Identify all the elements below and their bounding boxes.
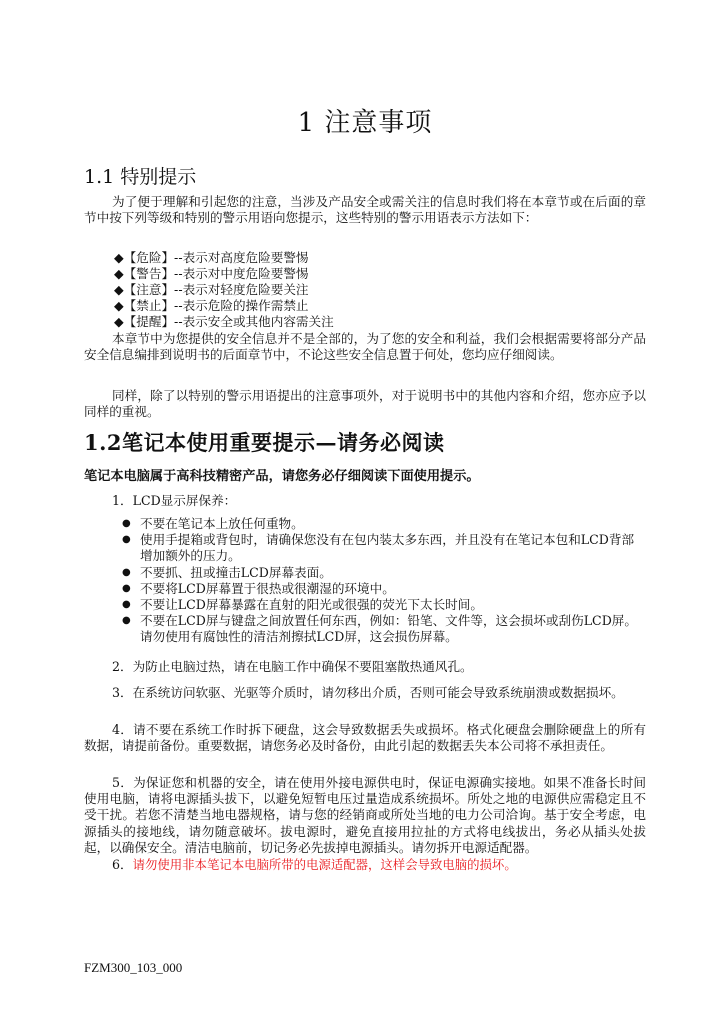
intro-paragraph: 为了便于理解和引起您的注意，当涉及产品安全或需关注的信息时我们将在本章节或在后面的章节中按下列等级和特别的警示用语向您提示，这些特别的警示用语表示方法如下：	[84, 194, 646, 226]
attention-paragraph: 同样，除了以特别的警示用语提出的注意事项外，对于说明书中的其他内容和介绍，您亦应予以同样的重视。	[84, 388, 646, 420]
level-caution: ◆【注意】--表示对轻度危险要关注	[114, 282, 309, 297]
item-4-harddisk: 4．请不要在系统工作时拆下硬盘，这会导致数据丢失或损坏。格式化硬盘会删除硬盘上的所有数据，请提前备份。重要数据，请您务必及时备份，由此引起的数据丢失本公司将不承担责任。	[84, 722, 646, 754]
lead-sentence: 笔记本电脑属于高科技精密产品，请您务必仔细阅读下面使用提示。	[84, 469, 480, 484]
document-code-footer: FZM300_103_000	[84, 960, 183, 975]
safety-info-paragraph: 本章节中为您提供的安全信息并不是全部的，为了您的安全和利益，我们会根据需要将部分产品安全信息编排到说明书的后面章节中，不论这些安全信息置于何处，您均应仔细阅读。	[84, 331, 646, 363]
list-item: ● 不要在笔记本上放任何重物。	[122, 516, 646, 532]
level-danger: ◆【危险】--表示对高度危险要警惕	[114, 250, 309, 265]
list-item: ● 不要抓、扭或撞击LCD屏幕表面。	[122, 565, 646, 581]
section-1-2-title: 1.2笔记本使用重要提示—请务必阅读	[84, 430, 445, 455]
level-prohibited: ◆【禁止】--表示危险的操作需禁止	[114, 298, 309, 313]
list-item: ● 使用手提箱或背包时，请确保您没有在包内装太多东西，并且没有在笔记本包和LCD背部增加额外的压力。	[122, 532, 646, 564]
item-5-power: 5．为保证您和机器的安全，请在使用外接电源供电时，保证电源确实接地。如果不准备长时间使用电脑，请将电源插头拔下，以避免短暂电压过量造成系统损坏。所处之地的电源供应需稳定且不受干扰。若您不清楚当地电器规格，请与您的经销商或所处当地的电力公司洽询。基于安全考虑，电源插头的接地线，请勿随意破坏。拔电源时，避免直接用拉扯的方式将电线拔出，务必从插头处拔起，以确保安全。清洁电脑前，切记务必先拔掉电源插头。请勿拆开电源适配器。	[84, 775, 646, 855]
level-warning: ◆【警告】--表示对中度危险要警惕	[114, 266, 309, 281]
list-item: ● 不要将LCD屏幕置于很热或很潮湿的环境中。	[122, 581, 646, 597]
item-6-adapter	[84, 857, 646, 873]
item-6-number: 6．	[112, 857, 133, 872]
item-3-media: 3．在系统访问软驱、光驱等介质时，请勿移出介质，否则可能会导致系统崩溃或数据损坏。	[112, 685, 624, 700]
item-1-lcd-care: 1．LCD显示屏保养：	[112, 493, 237, 508]
chapter-title: 1 注意事项	[297, 108, 433, 138]
level-reminder: ◆【提醒】--表示安全或其他内容需关注	[114, 314, 334, 329]
item-2-overheat: 2．为防止电脑过热，请在电脑工作中确保不要阻塞散热通风孔。	[112, 659, 473, 674]
section-1-1-title: 1.1 特别提示	[84, 166, 197, 188]
lcd-tips-list	[122, 516, 646, 646]
adapter-warning-text: 请勿使用非本笔记本电脑所带的电源适配器，这样会导致电脑的损坏。	[132, 857, 517, 872]
list-item: ● 不要让LCD屏幕暴露在直射的阳光或很强的荧光下太长时间。	[122, 597, 646, 613]
list-item: ● 不要在LCD屏与键盘之间放置任何东西，例如：铅笔、文件等，这会损坏或刮伤LCD屏。请勿使用有腐蚀性的清洁剂擦拭LCD屏，这会损伤屏幕。	[122, 613, 646, 645]
